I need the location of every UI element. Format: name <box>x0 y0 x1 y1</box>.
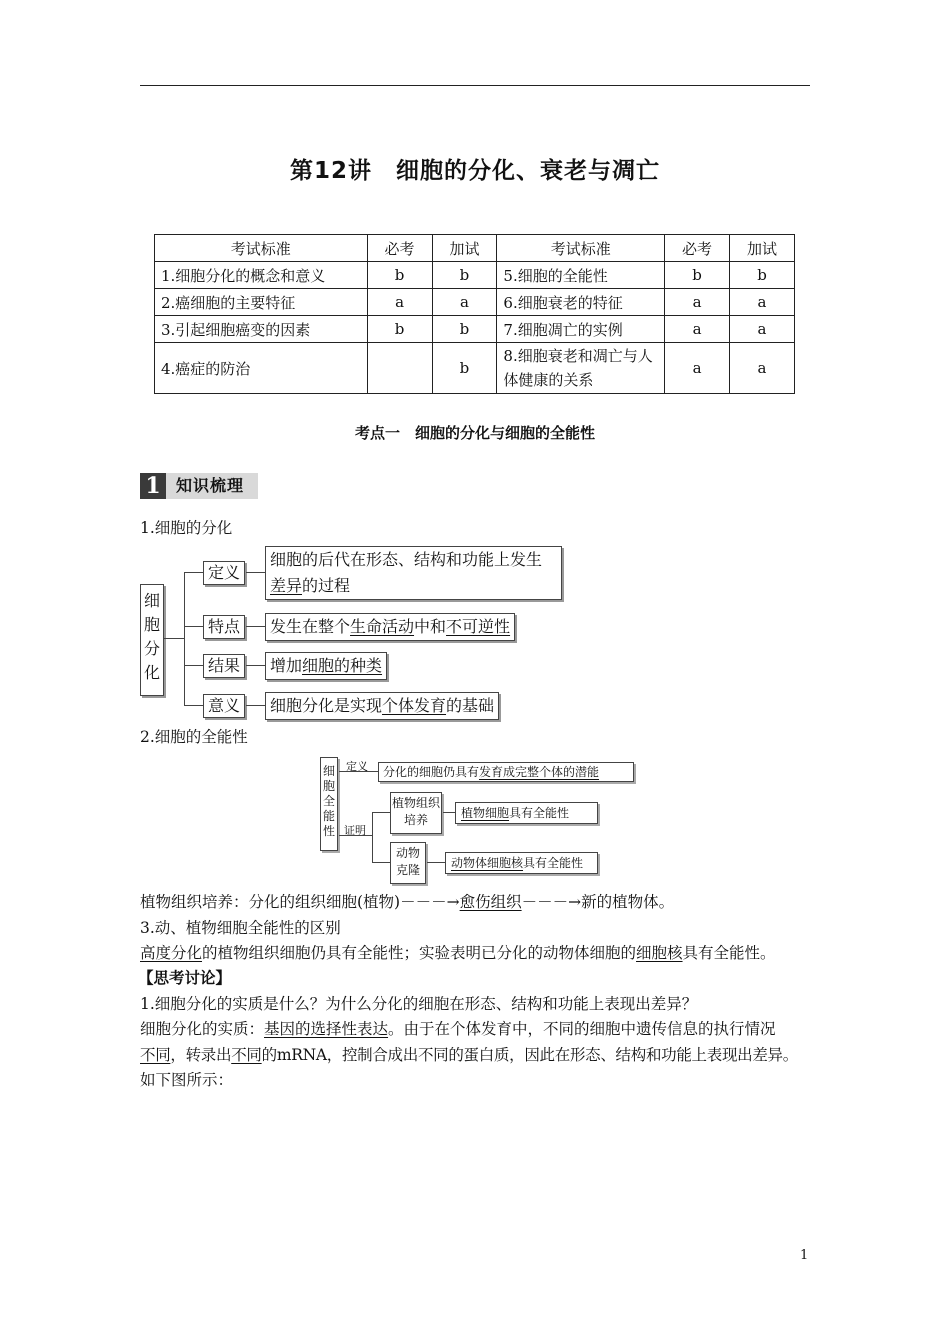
root-char: 胞 <box>143 615 160 634</box>
totipotency-definition-box <box>378 762 634 782</box>
text: 增加 <box>270 656 303 675</box>
definition-line1: 细胞的后代在形态、结构和功能上发生 <box>270 550 543 569</box>
table-header: 加试 <box>432 235 497 262</box>
connector <box>427 862 445 863</box>
page-number: 1 <box>800 1248 809 1263</box>
plant-culture-line <box>140 892 674 912</box>
text: 的mRNA，控制合成出不同的蛋白质，因此在形态、结构和功能上表现出差异。 <box>261 1046 798 1064</box>
table-cell: 3.引起细胞癌变的因素 <box>155 316 368 343</box>
underlined-term: 差异 <box>270 576 303 595</box>
badge-number: 1 <box>140 473 166 499</box>
plant-result-box <box>455 802 598 824</box>
text: 的基础 <box>446 696 495 715</box>
connector <box>372 862 390 863</box>
page-title: 第12讲 细胞的分化、衰老与凋亡 <box>289 158 660 184</box>
question-1: 1.细胞分化的实质是什么？为什么分化的细胞在形态、结构和功能上表现出差异？ <box>140 995 698 1013</box>
table-cell: a <box>665 316 730 343</box>
connector <box>184 572 185 705</box>
underlined-term: 细胞核 <box>636 944 683 962</box>
label-significance: 意义 <box>203 694 245 718</box>
table-cell: a <box>432 289 497 316</box>
table-row <box>155 262 795 289</box>
table-cell: a <box>665 289 730 316</box>
heading-differentiation: 1.细胞的分化 <box>140 519 233 537</box>
table-cell: 6.细胞衰老的特征 <box>497 289 665 316</box>
table-cell: 4.癌症的防治 <box>155 343 368 394</box>
underlined-term: 不同 <box>140 1046 171 1064</box>
connector <box>246 572 265 573</box>
animal-result-box <box>445 852 598 874</box>
table-cell: b <box>665 262 730 289</box>
underlined-term: 个体发育 <box>382 696 447 715</box>
table-row <box>155 343 795 394</box>
table-cell: a <box>367 289 432 316</box>
label-feature: 特点 <box>203 615 245 639</box>
underlined-term: 高度分化 <box>140 944 203 962</box>
feature-box <box>265 613 515 641</box>
text: 植物组织培养：分化的组织细胞(植物)－－－→ <box>140 893 460 911</box>
section-badge <box>140 473 258 499</box>
root-char: 全 <box>322 794 335 808</box>
connector <box>184 572 203 573</box>
root-char: 胞 <box>322 779 335 793</box>
table-header: 考试标准 <box>155 235 368 262</box>
thinking-heading: 【思考讨论】 <box>138 968 232 987</box>
text: 的过程 <box>302 576 351 595</box>
proof-tag: 证明 <box>344 824 366 837</box>
table-cell: 2.癌细胞的主要特征 <box>155 289 368 316</box>
heading-totipotency: 2.细胞的全能性 <box>140 728 248 746</box>
root-char: 细 <box>143 591 160 610</box>
answer-line1 <box>140 1019 776 1039</box>
text: 具有全能性 <box>523 856 584 870</box>
table-cell <box>367 343 432 394</box>
connector <box>372 812 373 862</box>
underlined-term: 不同 <box>231 1046 262 1064</box>
connector <box>184 626 203 627</box>
table-cell: b <box>367 316 432 343</box>
connector <box>246 626 265 627</box>
root-char: 能 <box>322 809 335 823</box>
text: 具有全能性 <box>509 806 570 820</box>
diagram-root-box <box>140 584 164 696</box>
significance-box <box>265 692 499 720</box>
badge-label: 知识梳理 <box>176 476 245 495</box>
underlined-term: 动物体细胞核 <box>451 856 524 870</box>
answer-line2 <box>140 1045 798 1065</box>
root-char: 分 <box>143 639 160 658</box>
table-cell: a <box>730 316 795 343</box>
connector <box>164 638 184 639</box>
underlined-term: 愈伤组织 <box>459 893 522 911</box>
table-cell: 5.细胞的全能性 <box>497 262 665 289</box>
table-cell: a <box>730 289 795 316</box>
connector <box>246 665 265 666</box>
connector <box>246 705 265 706</box>
text: 细胞分化是实现 <box>270 696 383 715</box>
text: ，转录出 <box>170 1046 232 1064</box>
root-char: 细 <box>322 764 335 778</box>
underlined-term: 植物细胞 <box>461 806 510 820</box>
table-header-row <box>155 235 795 262</box>
table-cell: b <box>432 343 497 394</box>
table-header: 必考 <box>367 235 432 262</box>
label-definition: 定义 <box>203 561 245 585</box>
heading-difference: 3.动、植物细胞全能性的区别 <box>140 919 341 937</box>
definition-box <box>265 546 562 600</box>
top-rule <box>140 85 810 86</box>
table-cell: a <box>665 343 730 394</box>
table-row <box>155 289 795 316</box>
text: 具有全能性。 <box>682 944 776 962</box>
table-header: 考试标准 <box>497 235 665 262</box>
text: 分化的细胞仍具有 <box>383 765 480 779</box>
totipotency-root-box <box>320 757 338 851</box>
exam-standard-table <box>154 234 795 394</box>
text: 发生在整个 <box>270 617 351 636</box>
table-cell: 1.细胞分化的概念和意义 <box>155 262 368 289</box>
underlined-term: 细胞的种类 <box>302 656 383 675</box>
underlined-term: 发育成完整个体的潜能 <box>479 765 600 779</box>
table-cell: a <box>730 343 795 394</box>
answer-line3: 如下图所示： <box>140 1071 234 1089</box>
text: 。由于在个体发育中，不同的细胞中遗传信息的执行情况 <box>388 1020 776 1038</box>
section-title: 考点一 细胞的分化与细胞的全能性 <box>354 424 595 442</box>
difference-text <box>140 943 776 963</box>
underlined-term: 不可逆性 <box>446 617 511 636</box>
animal-cloning-box: 动物克隆 <box>390 842 426 884</box>
definition-line2 <box>270 573 557 599</box>
underlined-term: 生命活动 <box>350 617 415 636</box>
text: 细胞分化的实质： <box>140 1020 265 1038</box>
table-header: 必考 <box>665 235 730 262</box>
connector <box>184 705 203 706</box>
root-char: 化 <box>143 663 160 682</box>
table-cell: b <box>367 262 432 289</box>
label-result: 结果 <box>203 654 245 678</box>
table-cell: b <box>432 316 497 343</box>
root-char: 性 <box>322 824 335 838</box>
table-cell: 8.细胞衰老和凋亡与人体健康的关系 <box>497 343 665 394</box>
connector <box>443 812 455 813</box>
text: 中和 <box>414 617 447 636</box>
plant-tissue-culture-box: 植物组织培养 <box>390 792 442 834</box>
definition-tag: 定义 <box>346 760 368 773</box>
table-cell: 7.细胞凋亡的实例 <box>497 316 665 343</box>
connector <box>372 812 390 813</box>
table-cell: b <box>730 262 795 289</box>
text: －－－→新的植物体。 <box>521 893 675 911</box>
table-cell: b <box>432 262 497 289</box>
table-row <box>155 316 795 343</box>
table-header: 加试 <box>730 235 795 262</box>
result-box <box>265 652 387 680</box>
text: 的植物组织细胞仍具有全能性；实验表明已分化的动物体细胞的 <box>202 944 637 962</box>
underlined-term: 基因的选择性表达 <box>264 1020 389 1038</box>
connector <box>184 665 203 666</box>
